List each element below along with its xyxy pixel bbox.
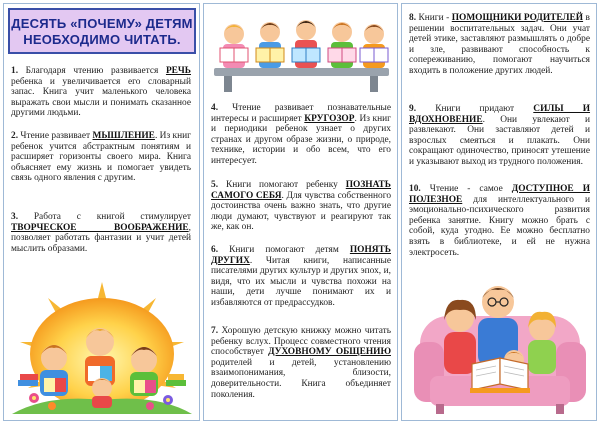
- title-line-1: ДЕСЯТЬ «ПОЧЕМУ» ДЕТЯМ: [11, 16, 193, 31]
- reason-number: 3.: [11, 212, 19, 222]
- mother-figure-icon: [444, 300, 476, 374]
- reason-keyword: РЕЧЬ: [165, 66, 191, 76]
- reason-number: 10.: [409, 184, 421, 194]
- title-line-2: НЕОБХОДИМО ЧИТАТЬ.: [23, 32, 181, 47]
- child-figure-icon: [40, 345, 68, 396]
- reason-10: 10. Чтение - самое ДОСТУПНОЕ И ПОЛЕЗНОЕ для интеллектуального и эмоционально-психического развития ребенка занятие. Книгу можно брать с собой, куда угодно. Ее можно бесплатно взять в библиотеке, и ей не нужна электросеть.: [409, 184, 590, 258]
- reason-number: 8.: [409, 13, 417, 23]
- reason-keyword: ДУХОВНОМУ ОБЩЕНИЮ: [268, 347, 391, 358]
- child-figure-icon: [85, 328, 115, 386]
- reason-keyword: ТВОРЧЕСКОЕ ВООБРАЖЕНИЕ: [11, 222, 189, 233]
- reason-keyword: ПОЗНАТЬ САМОГО СЕБЯ: [211, 180, 391, 201]
- reason-number: 9.: [409, 104, 417, 114]
- reason-keyword: КРУГОЗОР: [304, 113, 355, 124]
- bench: [214, 68, 389, 76]
- reason-number: 6.: [211, 245, 219, 255]
- reason-3: 3. Работа с книгой стимулирует ТВОРЧЕСКОЕ ВООБРАЖЕНИЕ, позволяет работать фантазии и учит детей мыслить образами.: [11, 212, 191, 254]
- reason-9: 9. Книги придают СИЛЫ И ВДОХНОВЕНИЕ. Они увлекают и развлекают. Они заставляют детей и взрослых смеяться и плакать. Они сокращают одиночество, приносят утешение и указывают выход из трудного положения.: [409, 104, 591, 167]
- reason-keyword: СИЛЫ И ВДОХНОВЕНИЕ: [409, 104, 591, 125]
- family-reading-illustration: [414, 272, 586, 416]
- panel-left: [3, 3, 200, 421]
- child-figure-icon: [92, 378, 112, 408]
- kid-reading-icon: [360, 24, 388, 68]
- girl-figure-icon: [528, 312, 556, 374]
- reason-5: 5. Книги помогают ребенку ПОЗНАТЬ САМОГО СЕБЯ. Для чувства собственного достоинства очень важно знать, что другие люди думают, чувствуют и реагируют так же, как он.: [211, 180, 392, 233]
- reason-keyword: ПОМОЩНИКИ РОДИТЕЛЕЙ: [451, 13, 584, 23]
- kids-on-bench-illustration: [210, 8, 393, 96]
- reason-keyword: МЫШЛЕНИЕ: [92, 131, 155, 141]
- reason-1: 1. Благодаря чтению развивается РЕЧЬ ребенка и увеличивается его словарный запас. Книга учит маленького человека выражать свои мысли и понимать сказанное другими людьми.: [11, 66, 191, 119]
- reason-number: 4.: [211, 103, 219, 113]
- panel-middle: [203, 3, 398, 421]
- reason-number: 5.: [211, 180, 219, 190]
- reason-keyword: ПОНЯТЬ ДРУГИХ: [211, 245, 391, 266]
- reason-2: 2. Чтение развивает МЫШЛЕНИЕ. Из книг ребенок учится абстрактным понятиям и расширяет горизонты своего мира. Книга объясняет ему жизнь и помогает увидеть связь одного явления с другим.: [11, 131, 191, 184]
- kid-reading-icon: [220, 24, 248, 68]
- reason-7: 7. Хорошую детскую книжку можно читать ребенку вслух. Процесс совместного чтения способствует ДУХОВНОМУ ОБЩЕНИЮ родителей и детей, установлению взаимопонимания, близости, доверительности. Книга объединяет поколения.: [211, 326, 391, 400]
- reason-keyword: ДОСТУПНОЕ И ПОЛЕЗНОЕ: [409, 184, 590, 205]
- reason-4: 4. Чтение развивает познавательные интересы и расширяет КРУГОЗОР. Из книг и периодики ребенок узнает о других странах и другом образе жизни, о природе, технике, истории и обо всем, что его интересует.: [211, 103, 391, 166]
- kid-reading-icon: [328, 22, 356, 68]
- reason-number: 2.: [11, 131, 19, 141]
- children-reading-illustration: [8, 276, 196, 416]
- kid-reading-icon: [256, 22, 284, 68]
- reason-8: 8. Книги - ПОМОЩНИКИ РОДИТЕЛЕЙ в решении воспитательных задач. Они учат детей этике, заставляют размышлять о добре и зле, развивают способность к сопереживанию, помогают научиться входить в положение других людей.: [409, 13, 590, 76]
- title-box: [8, 8, 196, 54]
- reason-number: 1.: [11, 66, 19, 76]
- reason-6: 6. Книги помогают детям ПОНЯТЬ ДРУГИХ. Читая книги, написанные писателями других культур и других эпох, и, видя, что их мысли и чувства похожи на наши, дети лучше понимают их и избавляются от предрассудков.: [211, 245, 391, 308]
- panel-right: [401, 3, 597, 421]
- kid-reading-icon: [292, 20, 320, 68]
- reason-number: 7.: [211, 326, 219, 336]
